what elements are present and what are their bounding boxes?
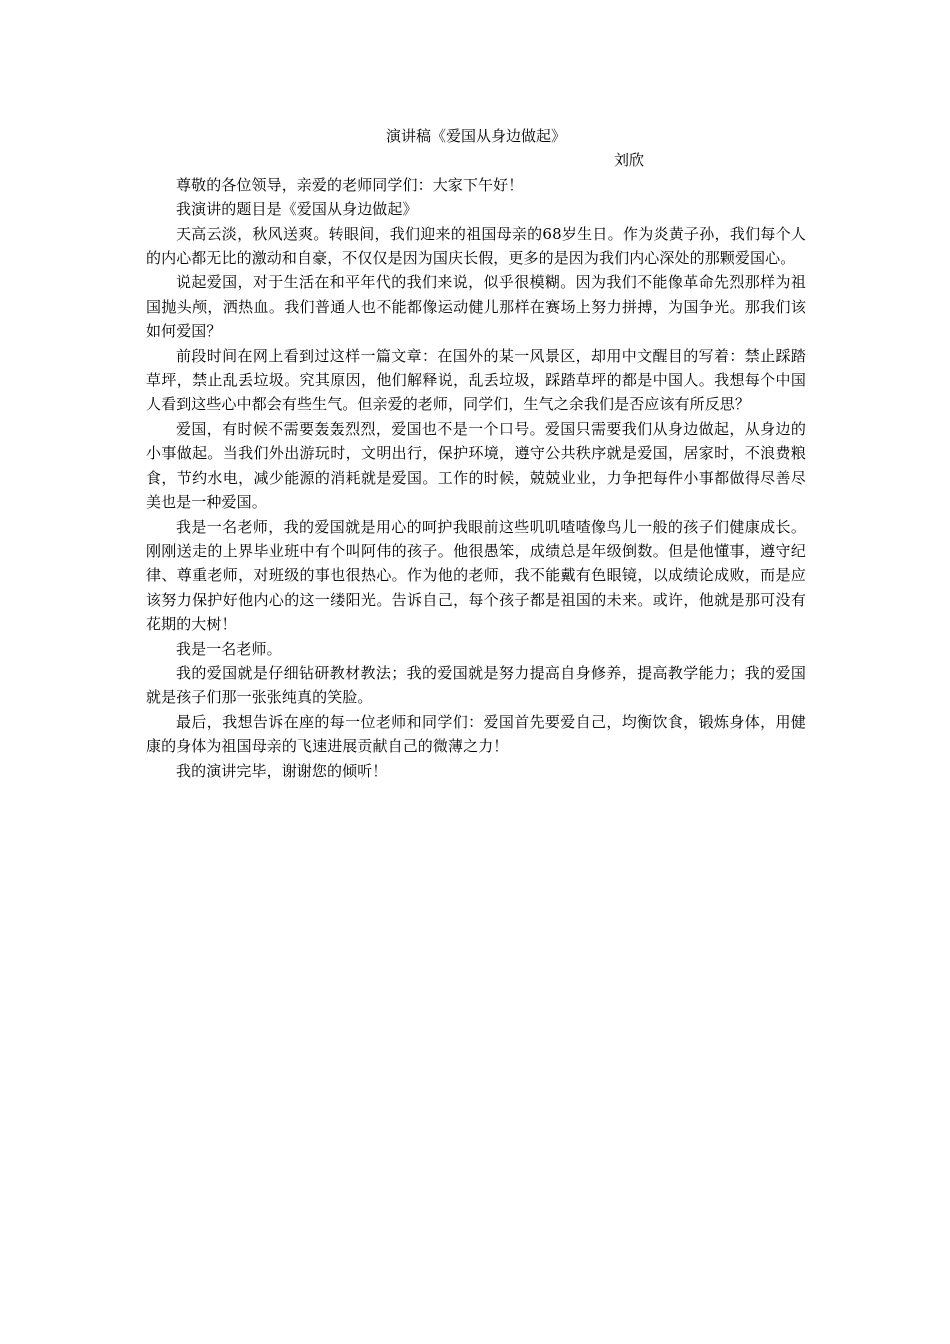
document-title: 演讲稿《爱国从身边做起》 [385, 127, 566, 145]
paragraph-patriotism-question: 说起爱国，对于生活在和平年代的我们来说，似乎很模糊。因为我们不能像革命先烈那样为祖国抛头颅，洒热血。我们普通人也不能都像运动健儿那样在赛场上努力拼搏，为国争光。那我们该如何爱国？ [146, 273, 806, 341]
paragraph-topic: 我演讲的题目是《爱国从身边做起》 [176, 200, 418, 219]
paragraph-i-am-teacher: 我是一名老师。 [176, 639, 282, 658]
paragraph-greeting: 尊敬的各位领导，亲爱的老师同学们：大家下午好！ [176, 175, 524, 194]
paragraph-teacher-patriotism: 我的爱国就是仔细钻研教材教法；我的爱国就是努力提高自身修养，提高教学能力；我的爱国就是孩子们那一张张纯真的笑脸。 [146, 663, 806, 707]
paragraph-scenic-area: 前段时间在网上看到过这样一篇文章：在国外的某一风景区，却用中文醒目的写着：禁止踩踏草坪，禁止乱丢垃圾。究其原因，他们解释说，乱丢垃圾，踩踏草坪的都是中国人。我想每个中国人看到这些心中都会有些生气。但亲爱的老师，同学们，生气之余我们是否应该有所反思？ [146, 346, 806, 414]
author-name: 刘欣 [614, 151, 645, 170]
speech-content [146, 124, 806, 783]
paragraph-national-day: 天高云淡，秋风送爽。转眼间，我们迎来的祖国母亲的68岁生日。作为炎黄子孙，我们每个人的内心都无比的激动和自豪，不仅仅是因为国庆长假，更多的是因为我们内心深处的那颗爱国心。 [146, 224, 806, 268]
paragraph-small-things: 爱国，有时候不需要轰轰烈烈，爱国也不是一个口号。爱国只需要我们从身边做起，从身边的小事做起。当我们外出游玩时，文明出行，保护环境，遵守公共秩序就是爱国，居家时，不浪费粮食，节约水电，减少能源的消耗就是爱国。工作的时候，兢兢业业，力争把每件小事都做得尽善尽美也是一种爱国。 [146, 419, 806, 512]
paragraph-conclusion: 最后，我想告诉在座的每一位老师和同学们：爱国首先要爱自己，均衡饮食，锻炼身体，用健康的身体为祖国母亲的飞速进展贡献自己的微薄之力！ [146, 712, 806, 756]
paragraph-closing: 我的演讲完毕，谢谢您的倾听！ [176, 761, 388, 780]
paragraph-teacher-story: 我是一名老师，我的爱国就是用心的呵护我眼前这些叽叽喳喳像鸟儿一般的孩子们健康成长。刚刚送走的上界毕业班中有个叫阿伟的孩子。他很愚笨，成绩总是年级倒数。但是他懂事，遵守纪律、尊重老师，对班级的事也很热心。作为他的老师，我不能戴有色眼镜，以成绩论成败，而是应该努力保护好他内心的这一缕阳光。告诉自己，每个孩子都是祖国的未来。或许，他就是那可没有花期的大树！ [146, 517, 806, 634]
